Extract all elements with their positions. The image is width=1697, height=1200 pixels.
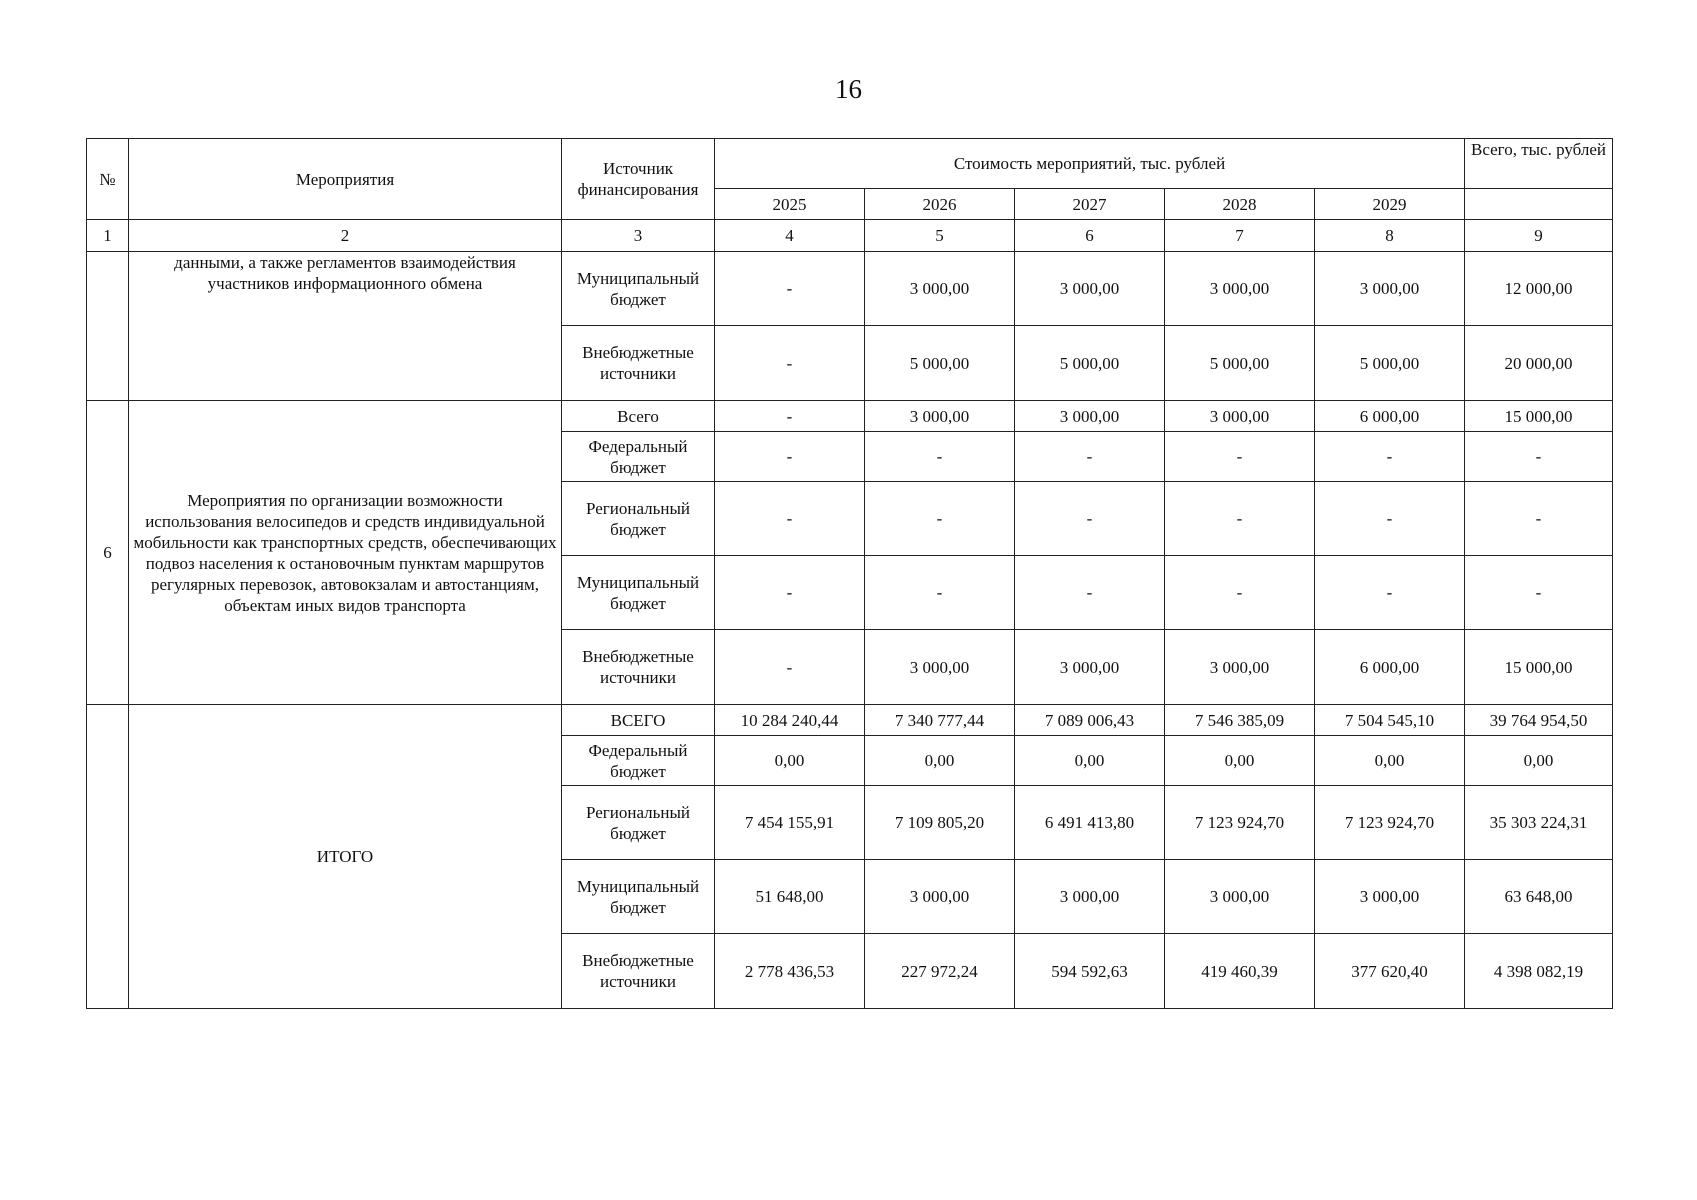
value-cell: 7 504 545,10 — [1315, 705, 1465, 736]
page-number: 16 — [835, 74, 862, 104]
value-cell: 7 123 924,70 — [1315, 786, 1465, 860]
value-cell: - — [1315, 482, 1465, 556]
value-cell: 7 109 805,20 — [865, 786, 1015, 860]
source-cell: Региональный бюджет — [562, 786, 715, 860]
value-cell: - — [1015, 432, 1165, 482]
header-year: 2028 — [1165, 189, 1315, 220]
total-cell: 15 000,00 — [1465, 401, 1613, 432]
header-year-blank — [1465, 189, 1613, 220]
total-cell: 63 648,00 — [1465, 860, 1613, 934]
source-cell: Внебюджетные источники — [562, 934, 715, 1009]
column-number: 9 — [1465, 220, 1613, 252]
column-number: 6 — [1015, 220, 1165, 252]
table-row — [87, 252, 1613, 326]
value-cell: - — [715, 630, 865, 705]
value-cell: 6 491 413,80 — [1015, 786, 1165, 860]
source-cell: Муниципальный бюджет — [562, 860, 715, 934]
value-cell: 7 089 006,43 — [1015, 705, 1165, 736]
table-row — [87, 401, 1613, 432]
total-cell: 15 000,00 — [1465, 630, 1613, 705]
value-cell: 3 000,00 — [1165, 252, 1315, 326]
source-cell: Внебюджетные источники — [562, 326, 715, 401]
value-cell: - — [865, 482, 1015, 556]
table-row — [87, 705, 1613, 736]
value-cell: 3 000,00 — [1015, 252, 1165, 326]
column-number: 2 — [129, 220, 562, 252]
header-cost: Стоимость мероприятий, тыс. рублей — [715, 139, 1465, 189]
value-cell: - — [1315, 556, 1465, 630]
total-cell: - — [1465, 556, 1613, 630]
total-cell: - — [1465, 432, 1613, 482]
measure-number: 6 — [87, 401, 129, 705]
value-cell: - — [1165, 482, 1315, 556]
total-cell: - — [1465, 482, 1613, 556]
value-cell: - — [1315, 432, 1465, 482]
value-cell: 3 000,00 — [1015, 630, 1165, 705]
source-cell: Муниципальный бюджет — [562, 556, 715, 630]
value-cell: 7 123 924,70 — [1165, 786, 1315, 860]
column-number: 7 — [1165, 220, 1315, 252]
column-number: 3 — [562, 220, 715, 252]
total-cell: 35 303 224,31 — [1465, 786, 1613, 860]
value-cell: - — [715, 401, 865, 432]
value-cell: - — [715, 432, 865, 482]
header-year: 2027 — [1015, 189, 1165, 220]
value-cell: 7 454 155,91 — [715, 786, 865, 860]
source-cell: ВСЕГО — [562, 705, 715, 736]
total-cell: 20 000,00 — [1465, 326, 1613, 401]
value-cell: - — [865, 556, 1015, 630]
cont-num-cell — [87, 252, 129, 401]
header-year: 2026 — [865, 189, 1015, 220]
value-cell: 3 000,00 — [865, 860, 1015, 934]
value-cell: 594 592,63 — [1015, 934, 1165, 1009]
source-cell: Муниципальный бюджет — [562, 252, 715, 326]
value-cell: 377 620,40 — [1315, 934, 1465, 1009]
total-cell: 4 398 082,19 — [1465, 934, 1613, 1009]
header-year: 2025 — [715, 189, 865, 220]
header-total: Всего, тыс. рублей — [1465, 139, 1613, 189]
header-num: № — [87, 139, 129, 220]
value-cell: 7 546 385,09 — [1165, 705, 1315, 736]
value-cell: 0,00 — [1015, 736, 1165, 786]
header-measures: Мероприятия — [129, 139, 562, 220]
value-cell: 2 778 436,53 — [715, 934, 865, 1009]
header-year: 2029 — [1315, 189, 1465, 220]
source-cell: Внебюджетные источники — [562, 630, 715, 705]
total-label: ИТОГО — [129, 705, 562, 1009]
header-source: Источник финансирования — [562, 139, 715, 220]
source-cell: Федеральный бюджет — [562, 736, 715, 786]
value-cell: 0,00 — [1315, 736, 1465, 786]
column-number-row — [87, 220, 1613, 252]
value-cell: - — [865, 432, 1015, 482]
value-cell: - — [715, 482, 865, 556]
total-cell: 12 000,00 — [1465, 252, 1613, 326]
cont-measure-text: данными, а также регламентов взаимодействия участников информационного обмена — [129, 252, 562, 401]
value-cell: 227 972,24 — [865, 934, 1015, 1009]
value-cell: - — [715, 556, 865, 630]
value-cell: 5 000,00 — [1165, 326, 1315, 401]
value-cell: 51 648,00 — [715, 860, 865, 934]
value-cell: - — [1015, 482, 1165, 556]
value-cell: 3 000,00 — [1165, 401, 1315, 432]
value-cell: 6 000,00 — [1315, 401, 1465, 432]
total-num-cell — [87, 705, 129, 1009]
value-cell: 3 000,00 — [1015, 860, 1165, 934]
column-number: 4 — [715, 220, 865, 252]
value-cell: - — [715, 326, 865, 401]
value-cell: 3 000,00 — [1315, 252, 1465, 326]
value-cell: 5 000,00 — [865, 326, 1015, 401]
column-number: 5 — [865, 220, 1015, 252]
value-cell: 3 000,00 — [1015, 401, 1165, 432]
value-cell: 7 340 777,44 — [865, 705, 1015, 736]
value-cell: 0,00 — [715, 736, 865, 786]
source-cell: Региональный бюджет — [562, 482, 715, 556]
source-cell: Федеральный бюджет — [562, 432, 715, 482]
value-cell: 3 000,00 — [865, 630, 1015, 705]
value-cell: - — [1015, 556, 1165, 630]
measure-text: Мероприятия по организации возможности использования велосипедов и средств индивидуальной мобильности как транспортных средств, обеспечивающих подвоз населения к остановочным пунктам маршрутов регулярных перевозок, автовокзалам и автостанциям, объектам иных видов транспорта — [129, 401, 562, 705]
budget-table — [86, 138, 1613, 1009]
value-cell: 419 460,39 — [1165, 934, 1315, 1009]
total-cell: 0,00 — [1465, 736, 1613, 786]
value-cell: 3 000,00 — [1165, 860, 1315, 934]
value-cell: 5 000,00 — [1015, 326, 1165, 401]
value-cell: - — [715, 252, 865, 326]
source-cell: Всего — [562, 401, 715, 432]
value-cell: 3 000,00 — [865, 252, 1015, 326]
value-cell: 3 000,00 — [1315, 860, 1465, 934]
value-cell: 6 000,00 — [1315, 630, 1465, 705]
value-cell: 0,00 — [1165, 736, 1315, 786]
value-cell: - — [1165, 556, 1315, 630]
value-cell: 10 284 240,44 — [715, 705, 865, 736]
value-cell: 3 000,00 — [865, 401, 1015, 432]
total-cell: 39 764 954,50 — [1465, 705, 1613, 736]
value-cell: 3 000,00 — [1165, 630, 1315, 705]
column-number: 1 — [87, 220, 129, 252]
value-cell: 5 000,00 — [1315, 326, 1465, 401]
value-cell: - — [1165, 432, 1315, 482]
value-cell: 0,00 — [865, 736, 1015, 786]
column-number: 8 — [1315, 220, 1465, 252]
